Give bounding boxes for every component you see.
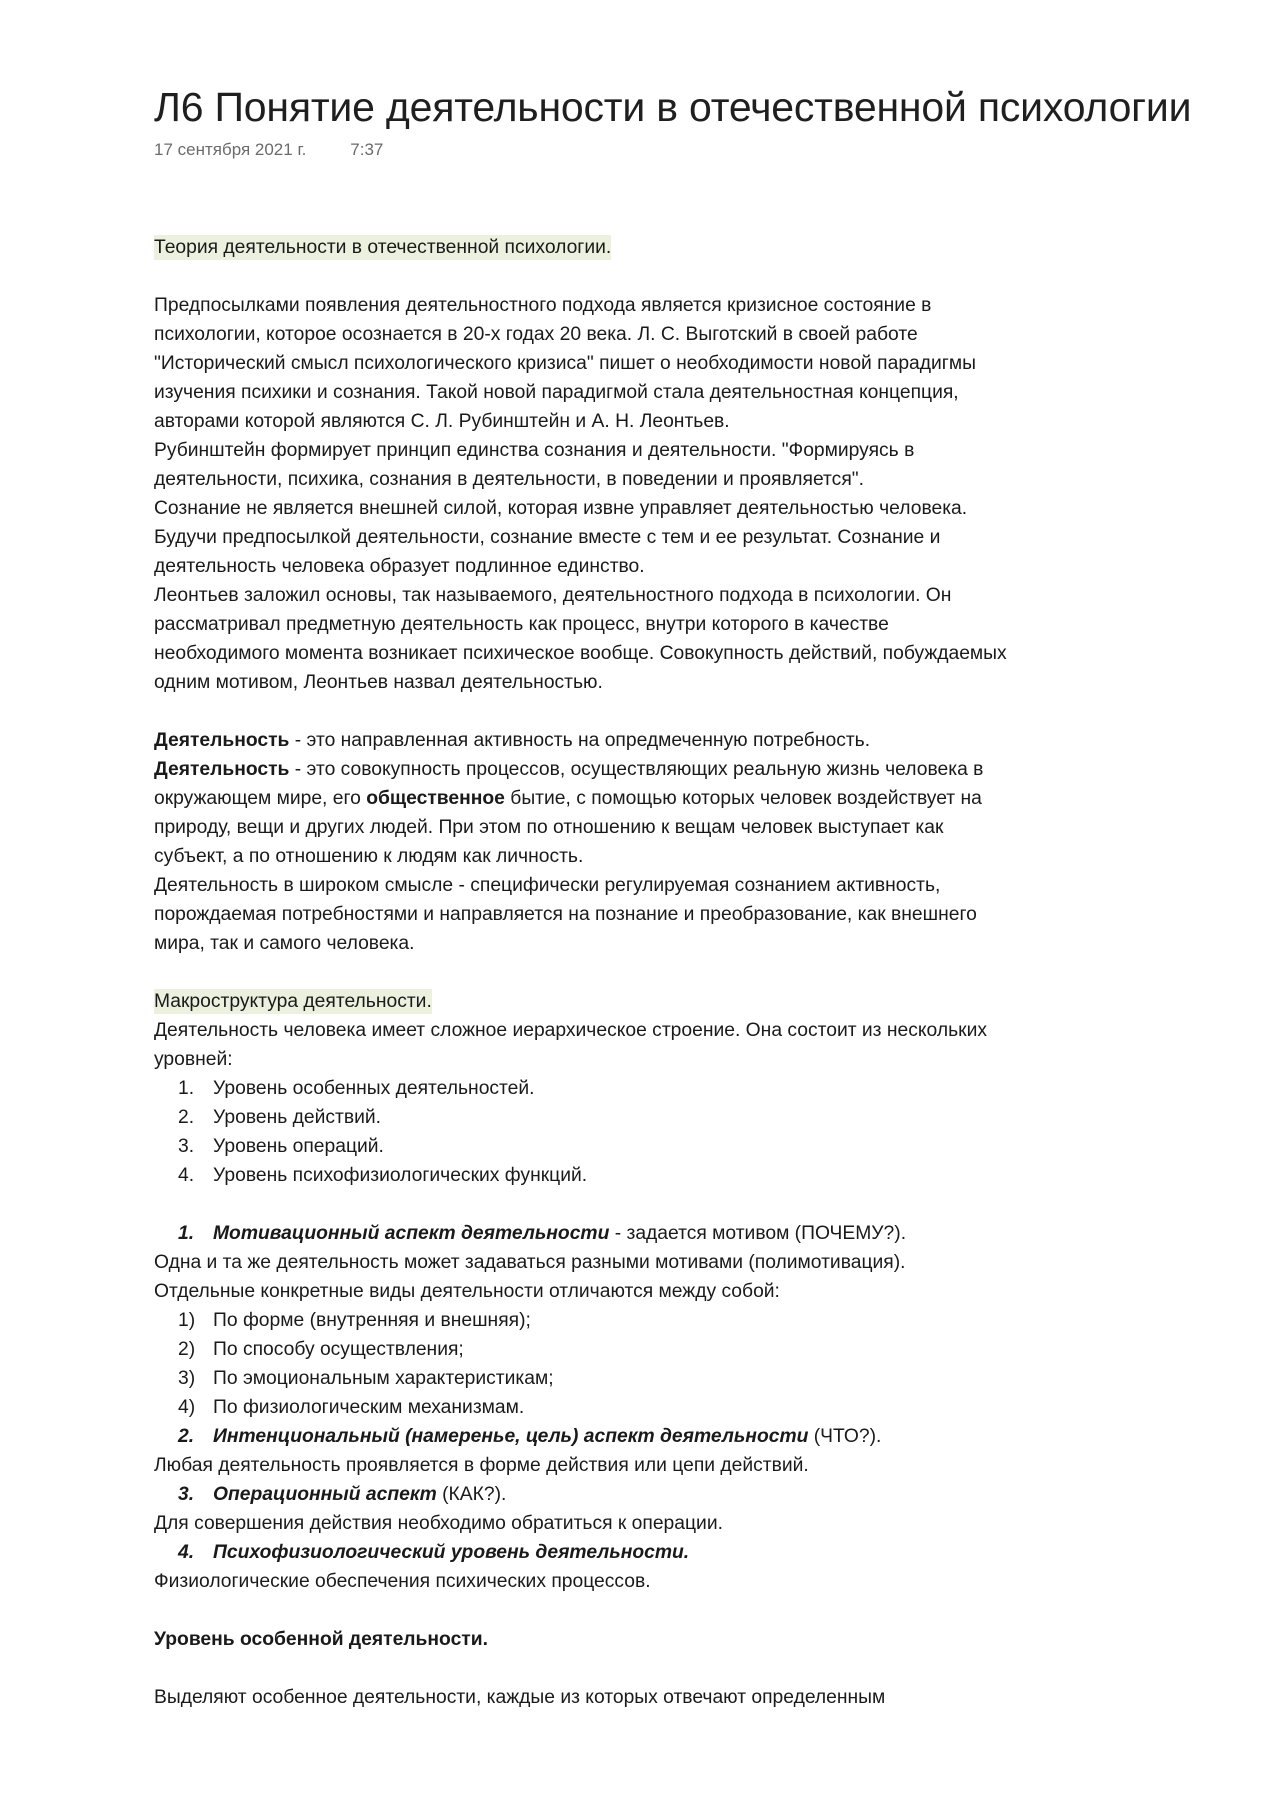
text-line: Деятельность в широком смысле - специфически регулируемая сознанием активность, — [154, 875, 941, 896]
aspect-motivational: 1. Мотивационный аспект деятельности - задается мотивом (ПОЧЕМУ?). — [178, 1223, 907, 1244]
text-line: Рубинштейн формирует принцип единства сознания и деятельности. "Формируясь в — [154, 440, 915, 461]
text-line: Сознание не является внешней силой, которая извне управляет деятельностью человека. — [154, 498, 968, 519]
section-heading-theory: Теория деятельности в отечественной психологии. — [154, 237, 612, 258]
list-item: 1. Уровень особенных деятельностей. — [178, 1078, 535, 1099]
definitions-block — [154, 726, 1154, 958]
text-line: Для совершения действия необходимо обратиться к операции. — [154, 1513, 723, 1534]
section-heading-special: Уровень особенной деятельности. — [154, 1629, 488, 1650]
list-item: 4) По физиологическим механизмам. — [178, 1397, 525, 1418]
text-line: рассматривал предметную деятельность как процесс, внутри которого в качестве — [154, 614, 889, 635]
list-item: 2) По способу осуществления; — [178, 1339, 464, 1360]
list-item: 3. Уровень операций. — [178, 1136, 384, 1157]
text-line: природу, вещи и других людей. При этом по отношению к вещам человек выступает как — [154, 817, 944, 838]
text-line: субъект, а по отношению к людям как личность. — [154, 846, 584, 867]
text-line: Деятельность человека имеет сложное иерархическое строение. Она состоит из нескольких — [154, 1020, 987, 1041]
list-item: 1) По форме (внутренняя и внешняя); — [178, 1310, 531, 1331]
text-line: окружающем мире, его общественное бытие, с помощью которых человек воздействует на — [154, 788, 982, 809]
aspect-psychophysiological: 4. Психофизиологический уровень деятельности. — [178, 1542, 690, 1563]
text-line: Одна и та же деятельность может задаваться разными мотивами (полимотивация). — [154, 1252, 906, 1273]
text-line: порождаемая потребностями и направляется на познание и преобразование, как внешнего — [154, 904, 977, 925]
text-line: Предпосылками появления деятельностного подхода является кризисное состояние в — [154, 295, 932, 316]
list-item: 2. Уровень действий. — [178, 1107, 381, 1128]
page-content — [154, 233, 1154, 1712]
text-line: мира, так и самого человека. — [154, 933, 415, 954]
definition-1: Деятельность - это направленная активность на опредмеченную потребность. — [154, 730, 871, 751]
text-line: авторами которой являются С. Л. Рубинштейн и А. Н. Леонтьев. — [154, 411, 730, 432]
page-date: 17 сентября 2021 г. — [154, 140, 307, 159]
text-line: деятельности, психика, сознания в деятельности, в поведении и проявляется". — [154, 469, 864, 490]
text-line: одним мотивом, Леонтьев назвал деятельностью. — [154, 672, 603, 693]
aspect-sublist — [154, 1306, 1154, 1422]
levels-list — [154, 1074, 1154, 1190]
definition-2: Деятельность - это совокупность процессов, осуществляющих реальную жизнь человека в — [154, 759, 984, 780]
text-line: Физиологические обеспечения психических процессов. — [154, 1571, 651, 1592]
text-line: уровней: — [154, 1049, 233, 1070]
page-meta — [154, 139, 383, 161]
text-line: Любая деятельность проявляется в форме действия или цепи действий. — [154, 1455, 809, 1476]
aspect-intentional: 2. Интенциональный (намеренье, цель) аспект деятельности (ЧТО?). — [178, 1426, 882, 1447]
section-heading-macro: Макроструктура деятельности. — [154, 991, 432, 1012]
text-line: необходимого момента возникает психическое вообще. Совокупность действий, побуждаемых — [154, 643, 1007, 664]
text-line: Леонтьев заложил основы, так называемого, деятельностного подхода в психологии. Он — [154, 585, 952, 606]
text-line: деятельность человека образует подлинное единство. — [154, 556, 645, 577]
text-line: "Исторический смысл психологического кризиса" пишет о необходимости новой парадигмы — [154, 353, 976, 374]
page-time: 7:37 — [350, 140, 384, 159]
list-item: 3) По эмоциональным характеристикам; — [178, 1368, 554, 1389]
text-line: Выделяют особенное деятельности, каждые из которых отвечают определенным — [154, 1687, 886, 1708]
text-line: Отдельные конкретные виды деятельности отличаются между собой: — [154, 1281, 780, 1302]
page-title: Л6 Понятие деятельности в отечественной психологии — [154, 84, 1192, 130]
aspect-operational: 3. Операционный аспект (КАК?). — [178, 1484, 507, 1505]
theory-paragraph — [154, 291, 1154, 697]
aspects-block — [154, 1219, 1154, 1596]
text-line: изучения психики и сознания. Такой новой парадигмой стала деятельностная концепция, — [154, 382, 959, 403]
text-line: психологии, которое осознается в 20-х годах 20 века. Л. С. Выготский в своей работе — [154, 324, 918, 345]
text-line: Будучи предпосылкой деятельности, сознание вместе с тем и ее результат. Сознание и — [154, 527, 941, 548]
list-item: 4. Уровень психофизиологических функций. — [178, 1165, 588, 1186]
